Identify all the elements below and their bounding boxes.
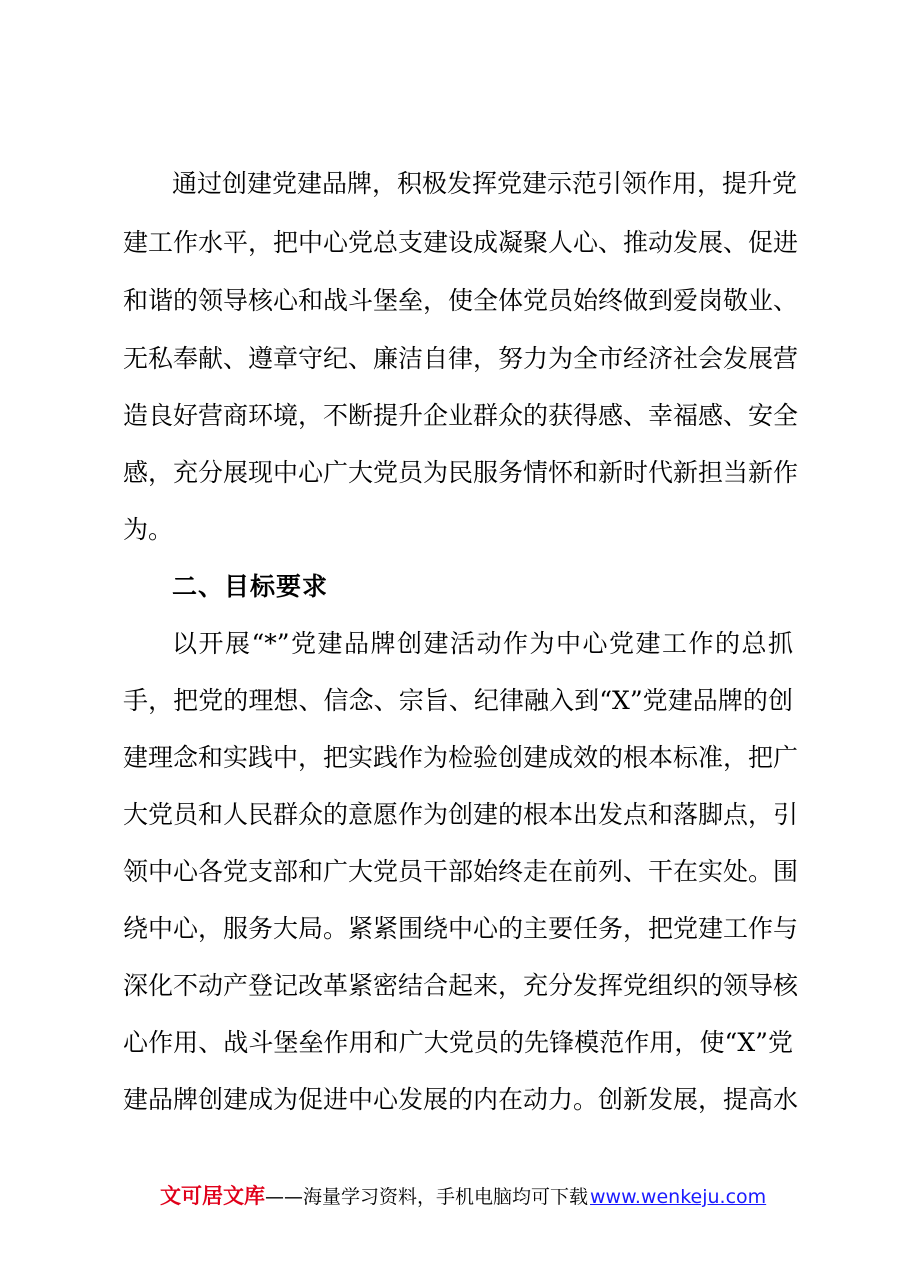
- paragraph-1-line-2: 建工作水平，把中心党总支建设成凝聚人心、推动发展、促进: [123, 228, 799, 257]
- paragraph-2-line-2: 手，把党的理想、信念、宗旨、纪律融入到“X”党建品牌的创: [123, 686, 793, 715]
- paragraph-2-line-5: 领中心各党支部和广大党员干部始终走在前列、干在实处。围: [123, 857, 799, 886]
- paragraph-1-line-1: 通过创建党建品牌，积极发挥党建示范引领作用，提升党: [172, 169, 798, 198]
- paragraph-1-line-6: 感，充分展现中心广大党员为民服务情怀和新时代新担当新作: [123, 458, 799, 487]
- paragraph-1-line-4: 无私奉献、遵章守纪、廉洁自律，努力为全市经济社会发展营: [123, 344, 799, 373]
- paragraph-2-line-3: 建理念和实践中，把实践作为检验创建成效的根本标准，把广: [123, 743, 799, 772]
- paragraph-1-line-7: 为。: [123, 515, 174, 544]
- paragraph-2-line-6: 绕中心，服务大局。紧紧围绕中心的主要任务，把党建工作与: [123, 914, 799, 943]
- paragraph-2-line-7: 深化不动产登记改革紧密结合起来，充分发挥党组织的领导核: [123, 971, 799, 1000]
- paragraph-1-line-3: 和谐的领导核心和战斗堡垒，使全体党员始终做到爱岗敬业、: [123, 286, 799, 315]
- section-heading: 二、目标要求: [172, 572, 329, 601]
- paragraph-2-line-9: 建品牌创建成为促进中心发展的内在动力。创新发展，提高水: [123, 1085, 799, 1114]
- paragraph-1-line-5: 造良好营商环境，不断提升企业群众的获得感、幸福感、安全: [123, 401, 799, 430]
- footer-brand: 文可居文库: [160, 1184, 265, 1208]
- footer-slogan: 海量学习资料，手机电脑均可下载: [303, 1186, 589, 1208]
- paragraph-2-line-8: 心作用、战斗堡垒作用和广大党员的先锋模范作用，使“X”党: [123, 1028, 793, 1057]
- footer-dash: ——: [265, 1186, 303, 1208]
- paragraph-2-line-1: 以开展“*”党建品牌创建活动作为中心党建工作的总抓: [172, 629, 793, 658]
- footer-site-link[interactable]: www.wenkeju.com: [590, 1186, 767, 1208]
- paragraph-2-line-4: 大党员和人民群众的意愿作为创建的根本出发点和落脚点，引: [123, 800, 799, 829]
- footer-banner: [160, 1182, 766, 1211]
